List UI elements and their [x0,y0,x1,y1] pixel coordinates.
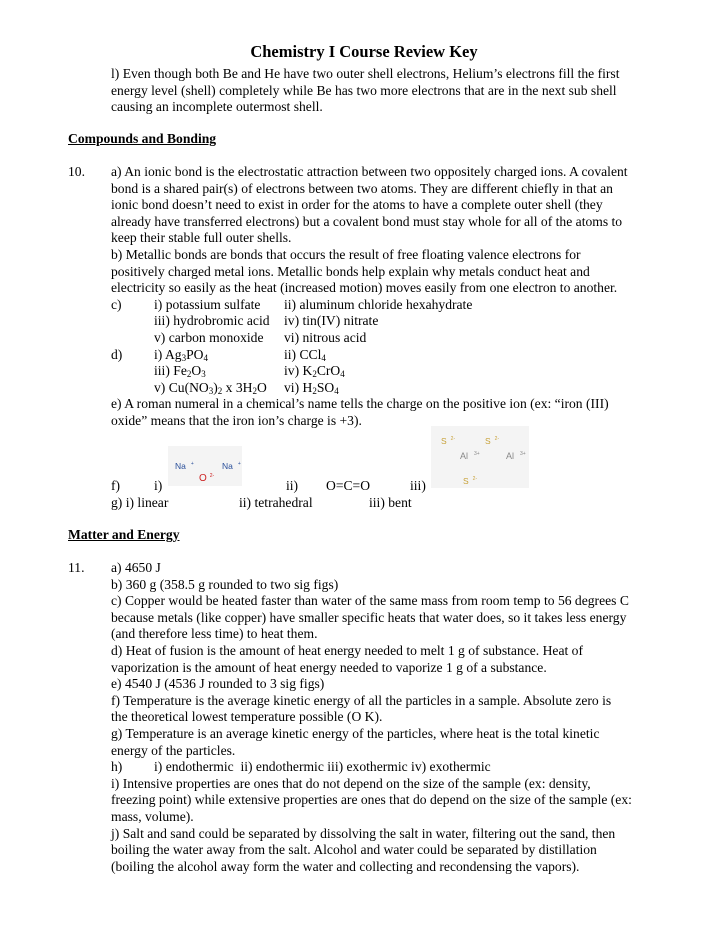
formula-fe2o3: iii) $Fe_2O_3$ [154,363,206,380]
text-line: the theoretical lowest temperature possible (O K). [111,709,383,725]
answer-10-text [111,164,711,430]
text-line: b) Metallic bonds are bonds that occurs the result of free floating valence electrons for [111,246,581,262]
text-line: vaporization is the amount of heat energy needed to vaporize 1 g of a substance. [111,659,547,675]
answer-g-iii: iii) bent [369,494,412,510]
answer-c-row [111,297,711,314]
text-line: e) A roman numeral in a chemical’s name tells the charge on the positive ion (ex: “iron (III) [111,396,609,412]
answer-11-text [111,560,711,875]
text-line: i) Intensive properties are ones that do not depend on the size of the sample (ex: density, [111,775,591,791]
text-line: ionic bond doesn’t need to exist in order for the atoms to have a complete outer shell (they [111,197,603,213]
text-line: f) Temperature is the average kinetic energy of all the particles in a sample. Absolute zero is [111,692,612,708]
formula-cuno32: v) $Cu(NO_3)_2$ x $3H_2O$ [154,379,267,396]
answer-c-row [111,330,711,347]
text-line: b) 360 g (358.5 g rounded to two sig figs) [111,576,339,592]
text-line: c) Copper would be heated faster than water of the same mass from room temp to 56 degrees C [111,593,629,609]
answer-f-i: i) [154,478,163,493]
answer-g-i: g) i) linear [111,494,169,510]
formula-ccl4: ii) CCl$_4$ [284,346,326,363]
answer-f-ii: ii) [286,478,299,493]
answer-d-row [111,347,711,364]
answer-f-row [111,478,711,495]
answer-f-g [111,478,711,511]
intro-paragraph [111,66,711,116]
oxide-ion: O $^{2-}$ [199,473,215,484]
text-line: keep their stable full outer shells. [111,230,292,246]
text-line: a) 4650 J [111,560,161,575]
aluminum-ion-2: Al $^{3+}$ [506,451,526,461]
answer-c-v: v) carbon monoxide [154,329,264,345]
text-line: (and therefore less time) to heat them. [111,626,318,642]
answer-c-iii: iii) hydrobromic acid [154,313,270,329]
answer-d-row [111,363,711,380]
text-line: g) Temperature is an average kinetic energy of the particles, where heat is the total kinetic [111,725,600,741]
page-title: Chemistry I Course Review Key [250,42,478,61]
aluminum-ion-1: Al $^{3+}$ [460,451,480,461]
text-line: causing an incomplete outermost shell. [111,99,323,115]
section-heading-compounds: Compounds and Bonding [68,131,217,146]
text-line: boiling the water away from the salt. Alcohol and water could be separated by distillation [111,842,597,858]
sulfide-ion-3: S $^{2-}$ [463,476,478,486]
text-line: because metals (like copper) have smaller specific heats that water does, so it takes less energy [111,609,627,625]
text-line: oxide” means that the iron ion’s charge is +3). [111,412,362,428]
co2-formula: O=C=O [326,478,371,493]
formula-h2so4: vi) $H_2SO_4$ [284,379,339,396]
answer-c-row [111,313,711,330]
formula-ag3po4: i) $Ag_3PO_4$ [154,346,208,363]
answer-c-i: i) potassium sulfate [154,296,261,312]
answer-h-text: i) endothermic ii) endothermic iii) exothermic iv) exothermic [154,759,491,775]
text-line: (boiling the alcohol away form the water and collecting and recondensing the vapors). [111,858,580,874]
na-ion-1: Na + [175,461,194,471]
answer-c-ii: ii) aluminum chloride hexahydrate [284,296,473,312]
text-line: electricity so easily as the heat (increased motion) moves easily from one electron to another. [111,280,618,296]
section-heading-matter: Matter and Energy [68,527,180,542]
answer-c-label: c) [111,296,122,312]
answer-h-row [111,759,711,776]
text-line: d) Heat of fusion is the amount of heat energy needed to melt 1 g of substance. Heat of [111,642,583,658]
answer-g-row [111,495,711,512]
answer-c-iv: iv) tin(IV) nitrate [284,313,379,329]
answer-f-label: f) [111,478,121,493]
answer-h-label: h) [111,759,123,775]
text-line: mass, volume). [111,808,194,824]
answer-c-vi: vi) nitrous acid [284,329,367,345]
answer-d-row [111,380,711,397]
answer-f-iii: iii) [410,478,426,493]
text-line: j) Salt and sand could be separated by dissolving the salt in water, filtering out the sand, then [111,825,616,841]
text-line: e) 4540 J (4536 J rounded to 3 sig figs) [111,676,325,692]
formula-k2cro4: iv) $K_2CrO_4$ [284,363,345,380]
question-number-10: 10. [68,164,85,179]
na-ion-2: Na + [222,461,241,471]
text-line: l) Even though both Be and He have two outer shell electrons, Helium’s electrons fill the first [111,66,620,81]
sulfide-ion-1: S $^{2-}$ [441,436,456,446]
text-line: energy level (shell) completely while Be has two more electrons that are in the next sub shell [111,82,617,98]
text-line: already have transferred electrons) but a covalent bond must stay whole for all of the atoms to [111,213,623,229]
text-line: a) An ionic bond is the electrostatic attraction between two oppositely charged ions. A covalent [111,164,628,179]
answer-d-label: d) [111,346,123,362]
question-number-11: 11. [68,560,85,575]
text-line: freezing point) while extensive properties are ones that do depend on the size of the sample (ex: [111,792,632,808]
sulfide-ion-2: S $^{2-}$ [485,436,500,446]
text-line: energy of the particles. [111,742,236,758]
answer-g-ii: ii) tetrahedral [239,494,313,510]
text-line: positively charged metal ions. Metallic bonds help explain why metals conduct heat and [111,263,590,279]
text-line: bond is a shared pair(s) of electrons between two atoms. They are different chiefly in that an [111,180,613,196]
